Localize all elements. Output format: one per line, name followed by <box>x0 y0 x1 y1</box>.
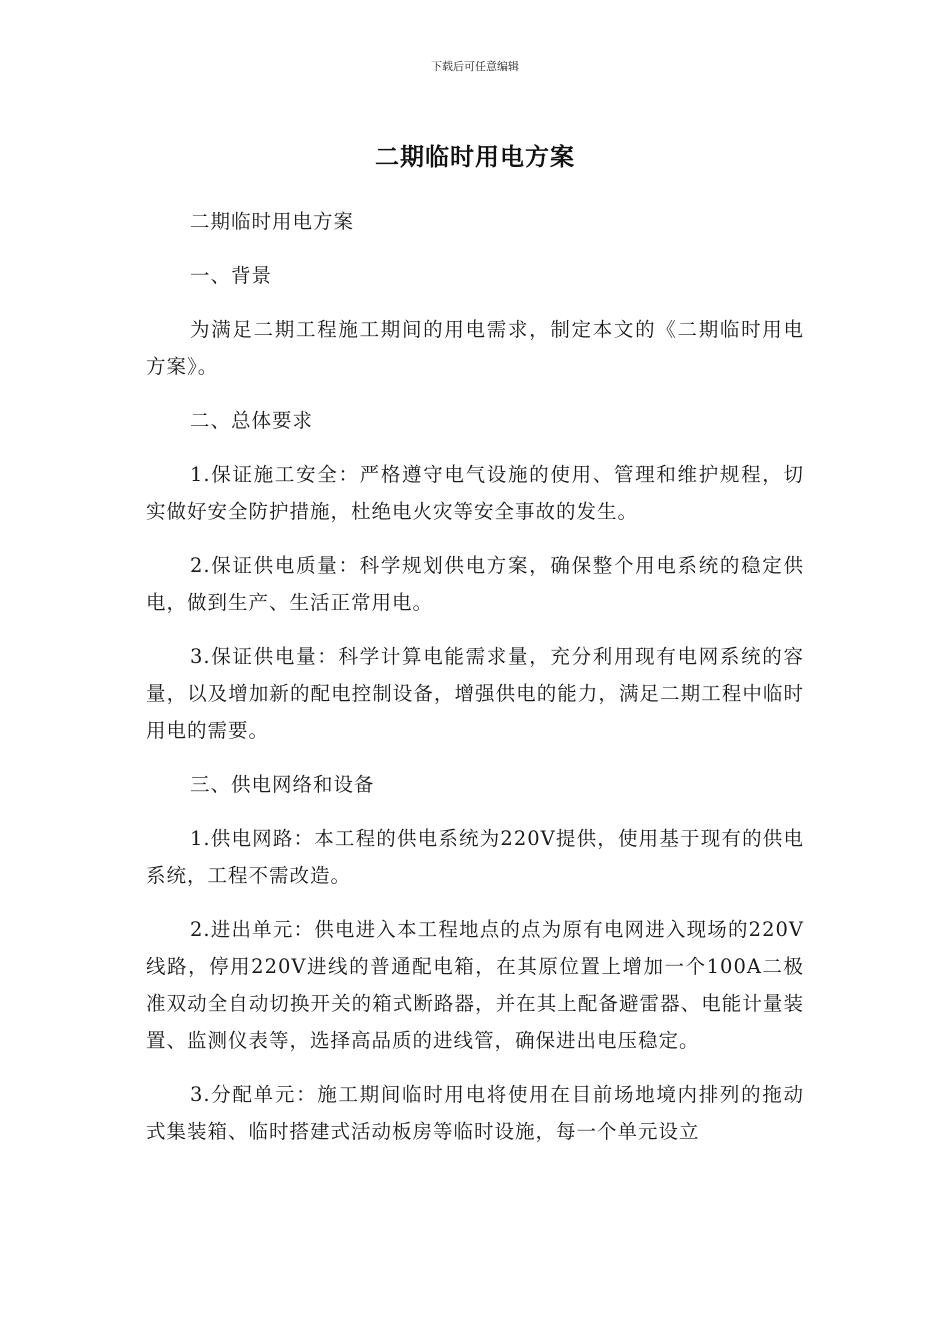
heading-network-equipment: 三、供电网络和设备 <box>190 773 375 796</box>
document-title: 二期临时用电方案 <box>375 143 575 171</box>
paragraph-requirement-safety: 1.保证施工安全：严格遵守电气设施的使用、管理和维护规程，切实做好安全防护措施，杜绝电火灾等安全事故的发生。 <box>146 463 804 523</box>
paragraph-background: 为满足二期工程施工期间的用电需求，制定本文的《二期临时用电方案》。 <box>146 318 804 378</box>
document-body <box>146 203 804 1167</box>
paragraph-entry-unit: 2.进出单元：供电进入本工程地点的点为原有电网进入现场的220V线路，停用220V进线的普通配电箱，在其原位置上增加一个100A二极准双动全自动切换开关的箱式断路器，并在其上配备避雷器、电能计量装置、监测仪表等，选择高品质的进线管，确保进出电压稳定。 <box>146 918 804 1052</box>
paragraph-requirement-capacity: 3.保证供电量：科学计算电能需求量，充分利用现有电网系统的容量，以及增加新的配电控制设备，增强供电的能力，满足二期工程中临时用电的需要。 <box>146 645 804 742</box>
heading-general-requirements: 二、总体要求 <box>190 409 314 432</box>
paragraph-requirement-quality: 2.保证供电质量：科学规划供电方案，确保整个用电系统的稳定供电，做到生产、生活正常用电。 <box>146 554 804 614</box>
paragraph-network: 1.供电网路：本工程的供电系统为220V提供，使用基于现有的供电系统，工程不需改造。 <box>146 827 804 887</box>
heading-background: 一、背景 <box>190 264 273 287</box>
paragraph-subtitle: 二期临时用电方案 <box>190 210 355 233</box>
paragraph-distribution-unit: 3.分配单元：施工期间临时用电将使用在目前场地境内排列的拖动式集装箱、临时搭建式活动板房等临时设施，每一个单元设立 <box>146 1083 804 1143</box>
header-note: 下载后可任意编辑 <box>431 60 519 73</box>
